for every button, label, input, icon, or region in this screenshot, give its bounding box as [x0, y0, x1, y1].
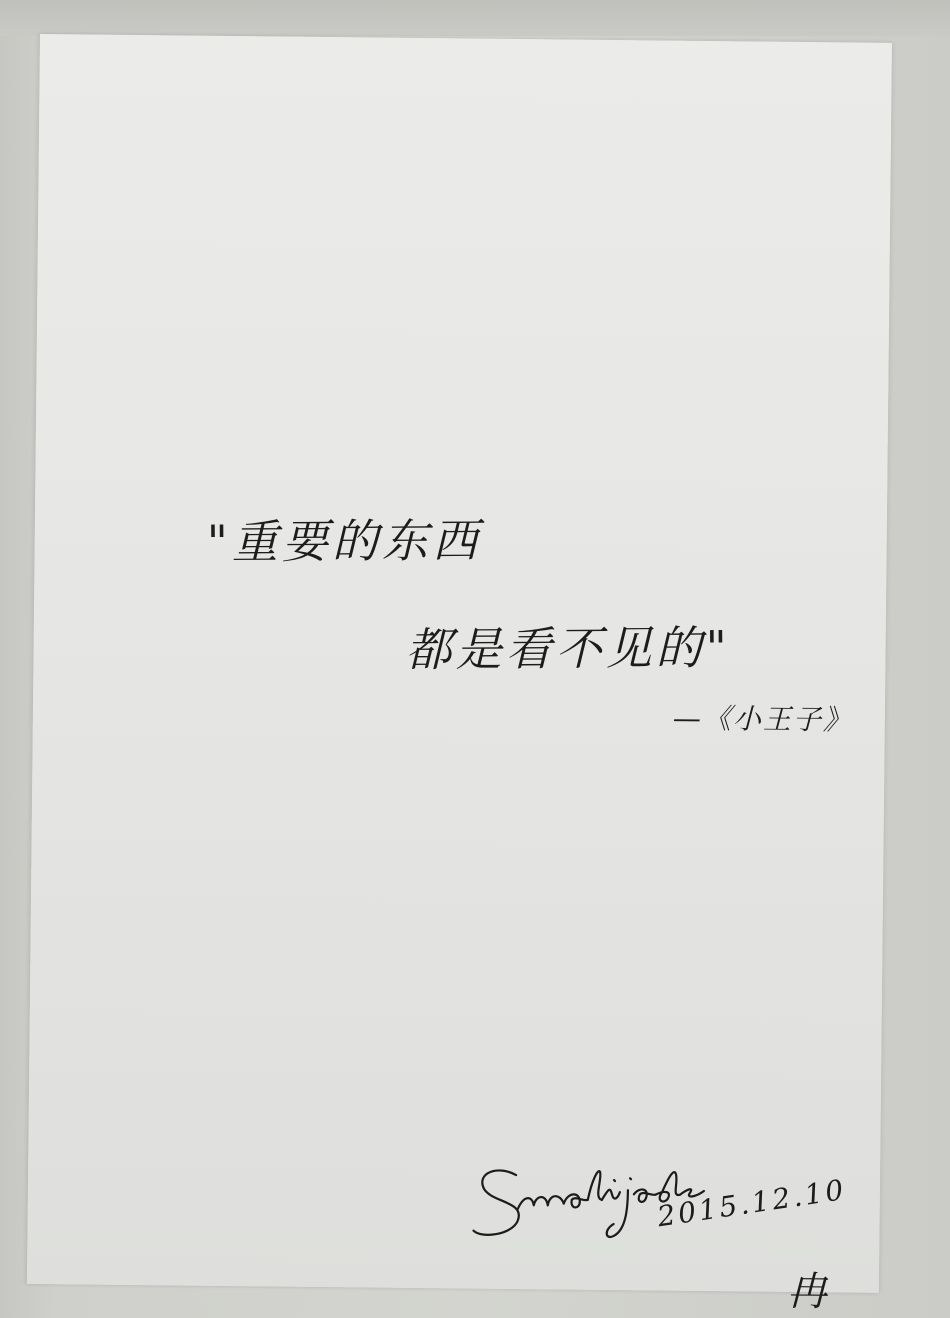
quote-line-1: "重要的东西 — [206, 513, 483, 570]
handwritten-date: 2015.12.10 — [655, 1172, 849, 1234]
paper-sheet — [27, 34, 892, 1316]
desk-background — [0, 0, 950, 36]
closing-character: 冉 — [786, 1268, 828, 1316]
quote-attribution: —《小王子》 — [672, 701, 854, 737]
quote-line-2: 都是看不见的" — [405, 620, 732, 677]
